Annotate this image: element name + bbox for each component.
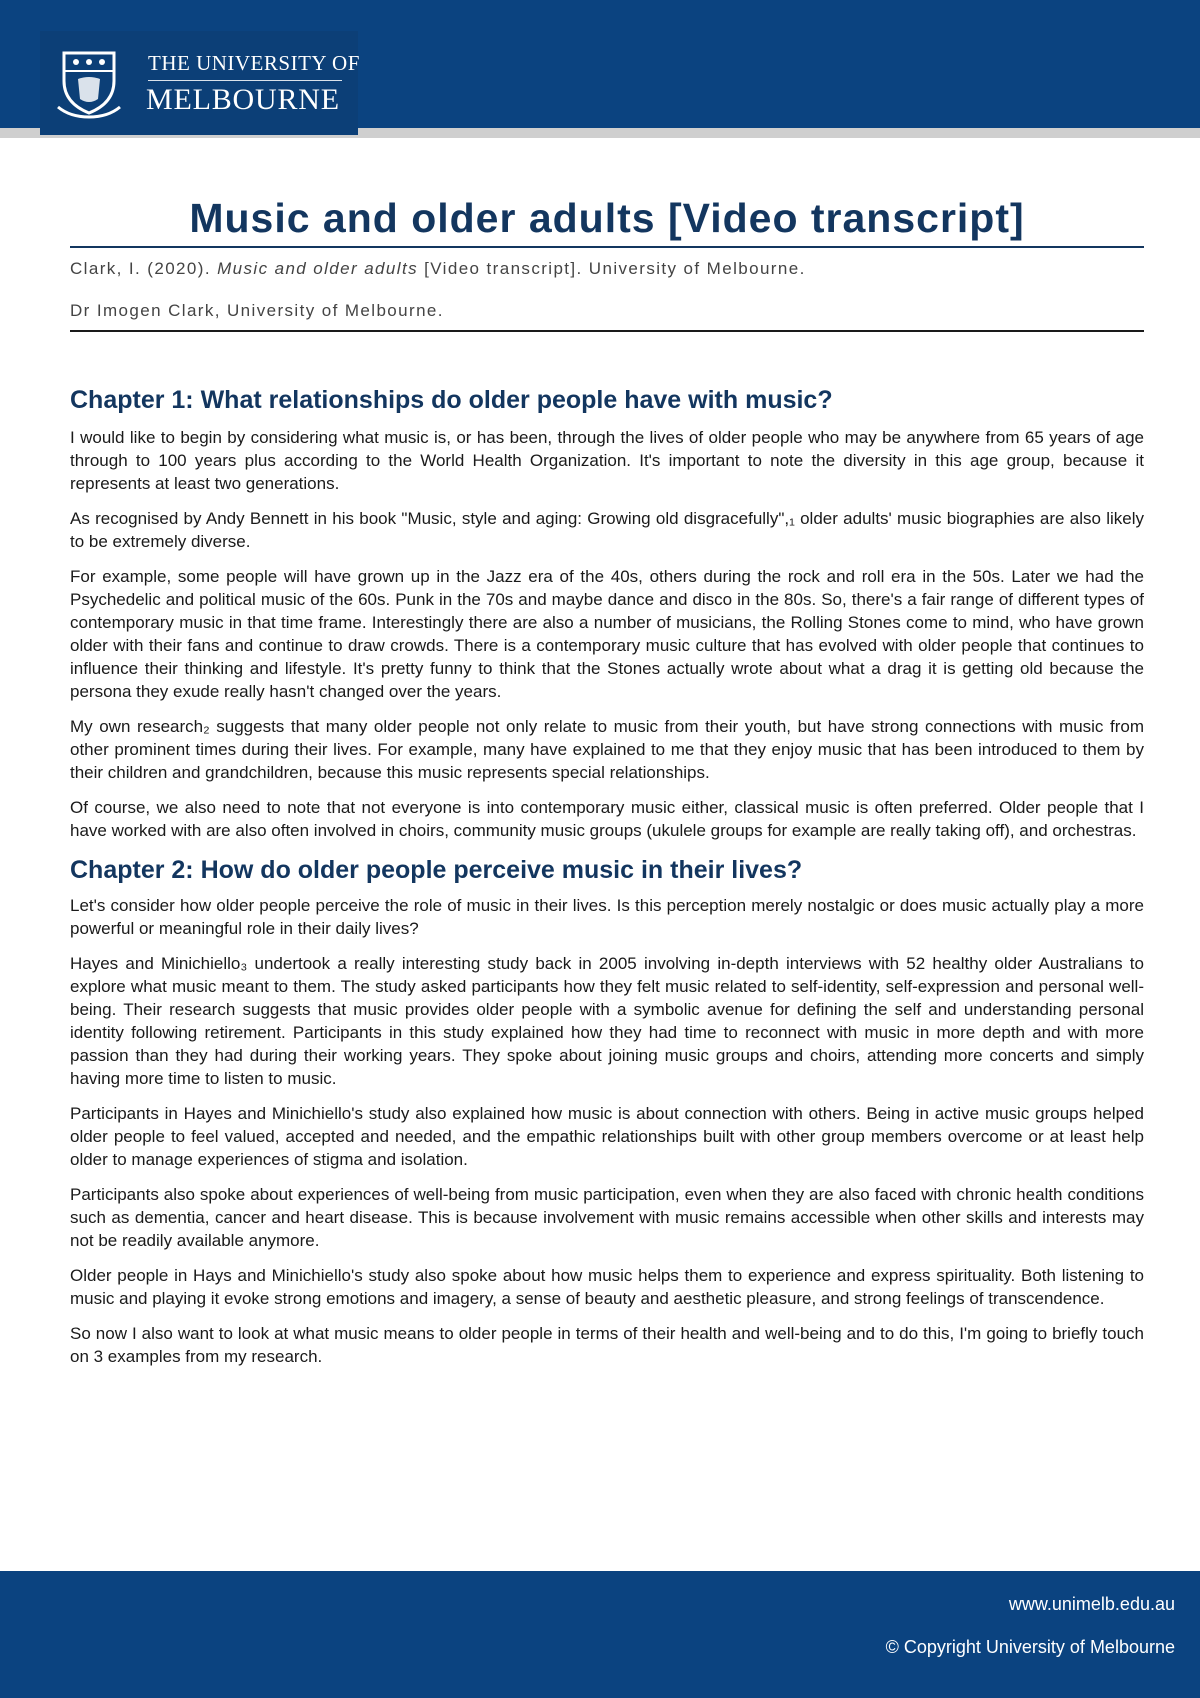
footer-band (0, 1571, 1200, 1698)
header-divider (70, 330, 1144, 332)
chapter-1-heading: Chapter 1: What relationships do older people have with music? (70, 386, 833, 414)
title-divider (70, 246, 1144, 248)
paragraph: Of course, we also need to note that not everyone is into contemporary music either, classical music is often preferred. Older people that I have worked with are also often involved in choirs, community music groups (ukulele groups for example are really taking off), and orchestras. (70, 798, 1144, 840)
logo-text-line2: MELBOURNE (146, 83, 340, 116)
paragraph: Let's consider how older people perceive the role of music in their lives. Is this perception merely nostalgic or does music actually play a more powerful or meaningful role in their daily lives? (70, 896, 1144, 938)
author-line: Dr Imogen Clark, University of Melbourne. (70, 301, 444, 320)
citation-title: Music and older adults (217, 259, 418, 278)
chapter-2-heading: Chapter 2: How do older people perceive music in their lives? (70, 856, 803, 884)
paragraph: Participants also spoke about experiences of well-being from music participation, even when they are also faced with chronic health conditions such as dementia, cancer and heart disease. This is because involvement with music remains accessible when other skills and interests may not be readily available anymore. (70, 1185, 1144, 1250)
footer-url-link[interactable]: www.unimelb.edu.au (1008, 1594, 1175, 1614)
paragraph: Older people in Hays and Minichiello's study also spoke about how music helps them to experience and express spirituality. Both listening to music and playing it evoke strong emotions and imagery, a sense of beauty and aesthetic pleasure, and strong feelings of transcendence. (70, 1266, 1144, 1308)
paragraph: For example, some people will have grown up in the Jazz era of the 40s, others during the rock and roll era in the 50s. Later we had the Psychedelic and political music of the 60s. Punk in the 70s and maybe dance and disco in the 80s. So, there's a fair range of different types of contemporary music in that time frame. Interestingly there are also a number of musicians, the Rolling Stones come to mind, who have grown older with their fans and continue to draw crowds. There is a contemporary music culture that has evolved with older people that continues to influence their thinking and lifestyle. It's pretty funny to think that the Stones actually wrote about what a drag it is getting old because the persona they exude really hasn't changed over the years. (70, 567, 1144, 701)
paragraph: As recognised by Andy Bennett in his book "Music, style and aging: Growing old disgracefully",₁ older adults' music biographies are also likely to be extremely diverse. (70, 509, 1144, 551)
citation (70, 258, 1144, 280)
header-band (0, 0, 1200, 138)
university-crest-icon (56, 47, 122, 119)
university-logo[interactable] (40, 31, 358, 135)
footer-copyright: © Copyright University of Melbourne (885, 1637, 1175, 1657)
page-title: Music and older adults [Video transcript] (189, 195, 1025, 241)
paragraph: So now I also want to look at what music means to older people in terms of their health and well-being and to do this, I'm going to briefly touch on 3 examples from my research. (70, 1324, 1144, 1366)
chapter-2 (70, 854, 1144, 1368)
citation-prefix: Clark, I. (2020). (70, 259, 218, 278)
paragraph: I would like to begin by considering what music is, or has been, through the lives of older people who may be anywhere from 65 years of age through to 100 years plus according to the World Health Organization. It's important to note the diversity in this age group, because it represents at least two generations. (70, 428, 1144, 493)
paragraph: Participants in Hayes and Minichiello's study also explained how music is about connection with others. Being in active music groups helped older people to feel valued, accepted and needed, and the empathic relationships built with other group members overcome or at least help older to manage experiences of stigma and isolation. (70, 1104, 1144, 1169)
logo-divider (148, 80, 342, 81)
logo-text-line1: THE UNIVERSITY OF (148, 51, 360, 75)
document-body (70, 190, 1144, 1380)
paragraph: My own research₂ suggests that many older people not only relate to music from their youth, but have strong connections with music from other prominent times during their lives. For example, many have explained to me that they enjoy music that has been introduced to them by their children and grandchildren, because this music represents special relationships. (70, 717, 1144, 782)
citation-suffix: [Video transcript]. University of Melbourne. (417, 259, 806, 278)
chapter-1 (70, 384, 1144, 842)
paragraph: Hayes and Minichiello₃ undertook a really interesting study back in 2005 involving in-depth interviews with 52 healthy older Australians to explore what music meant to them. The study asked participants how they felt music related to self-identity, self-expression and personal well-being. Their research suggests that music provides older people with a symbolic avenue for defining the self and understanding personal identity following retirement. Participants in this study explained how they had time to reconnect with music in more depth and with more passion than they had during their working years. They spoke about joining music groups and choirs, attending more concerts and simply having more time to listen to music. (70, 954, 1144, 1088)
